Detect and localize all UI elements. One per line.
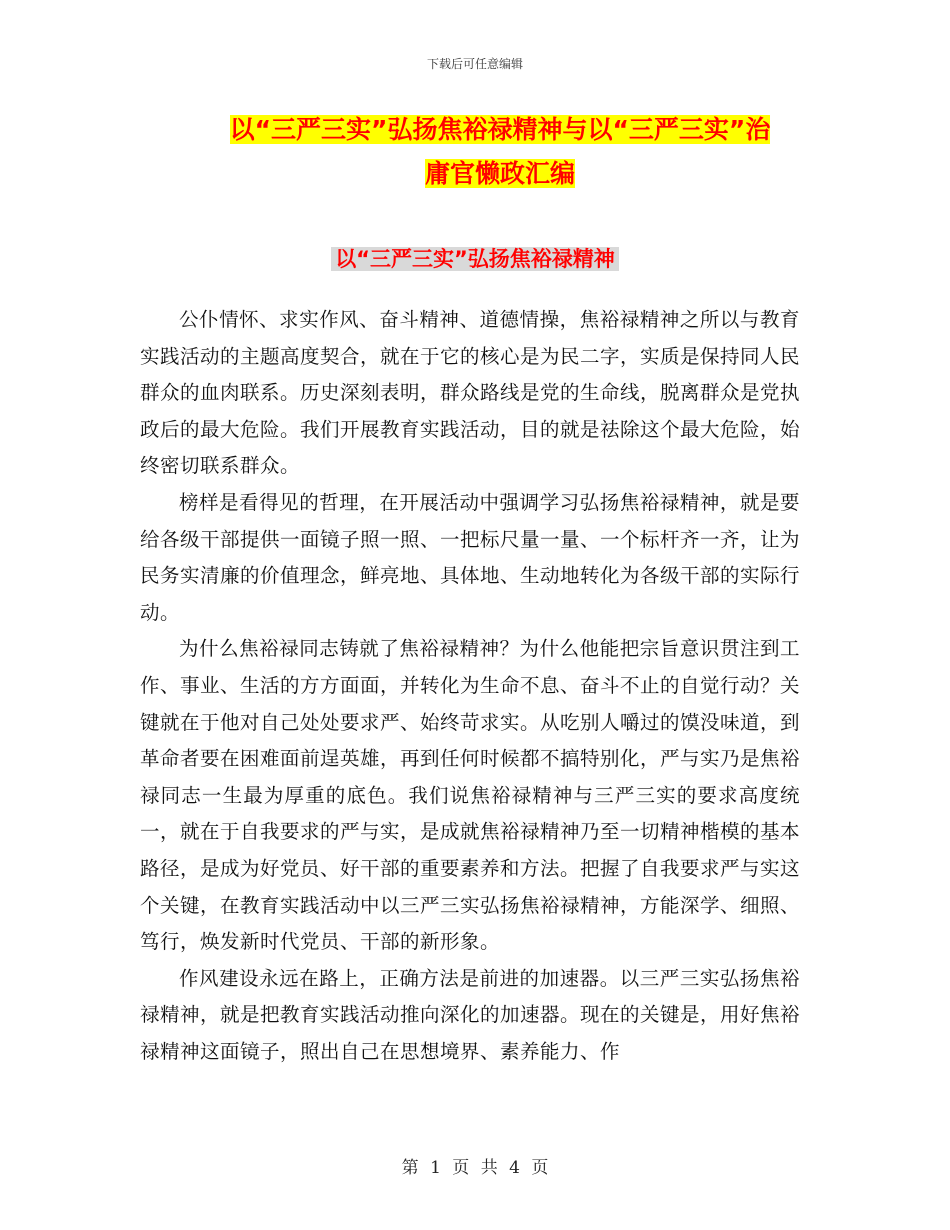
paragraph: 为什么焦裕禄同志铸就了焦裕禄精神？为什么他能把宗旨意识贯注到工作、事业、生活的方方面面，并转化为生命不息、奋斗不止的自觉行动？关键就在于他对自己处处要求严、始终苛求实。从吃别人嚼过的馍没味道，到革命者要在困难面前逞英雄，再到任何时候都不搞特别化，严与实乃是焦裕禄同志一生最为厚重的底色。我们说焦裕禄精神与三严三实的要求高度统一，就在于自我要求的严与实，是成就焦裕禄精神乃至一切精神楷模的基本路径，是成为好党员、好干部的重要素养和方法。把握了自我要求严与实这个关键，在教育实践活动中以三严三实弘扬焦裕禄精神，方能深学、细照、笃行，焕发新时代党员、干部的新形象。	[140, 637, 801, 954]
document-title-line-1: 以“三严三实”弘扬焦裕禄精神与以“三严三实”治	[229, 115, 771, 144]
page-footer	[0, 1153, 950, 1178]
document-title	[150, 108, 850, 196]
paragraph: 榜样是看得见的哲理，在开展活动中强调学习弘扬焦裕禄精神，就是要给各级干部提供一面镜子照一照、一把标尺量一量、一个标杆齐一齐，让为民务实清廉的价值理念，鲜亮地、具体地、生动地转化为各级干部的实际行动。	[140, 490, 801, 624]
section-title	[0, 243, 950, 275]
header-note: 下载后可任意编辑	[426, 57, 523, 71]
document-title-line-2: 庸官懒政汇编	[424, 159, 575, 188]
paragraph: 作风建设永远在路上，正确方法是前进的加速器。以三严三实弘扬焦裕禄精神，就是把教育实践活动推向深化的加速器。现在的关键是，用好焦裕禄精神这面镜子，照出自己在思想境界、素养能力、作	[140, 966, 801, 1063]
body-text	[140, 302, 800, 1070]
section-title-text: 以“三严三实”弘扬焦裕禄精神	[331, 247, 619, 271]
page-number: 第 1 页 共 4 页	[401, 1158, 549, 1178]
paragraph: 公仆情怀、求实作风、奋斗精神、道德情操，焦裕禄精神之所以与教育实践活动的主题高度契合，就在于它的核心是为民二字，实质是保持同人民群众的血肉联系。历史深刻表明，群众路线是党的生命线，脱离群众是党执政后的最大危险。我们开展教育实践活动，目的就是祛除这个最大危险，始终密切联系群众。	[140, 308, 801, 478]
